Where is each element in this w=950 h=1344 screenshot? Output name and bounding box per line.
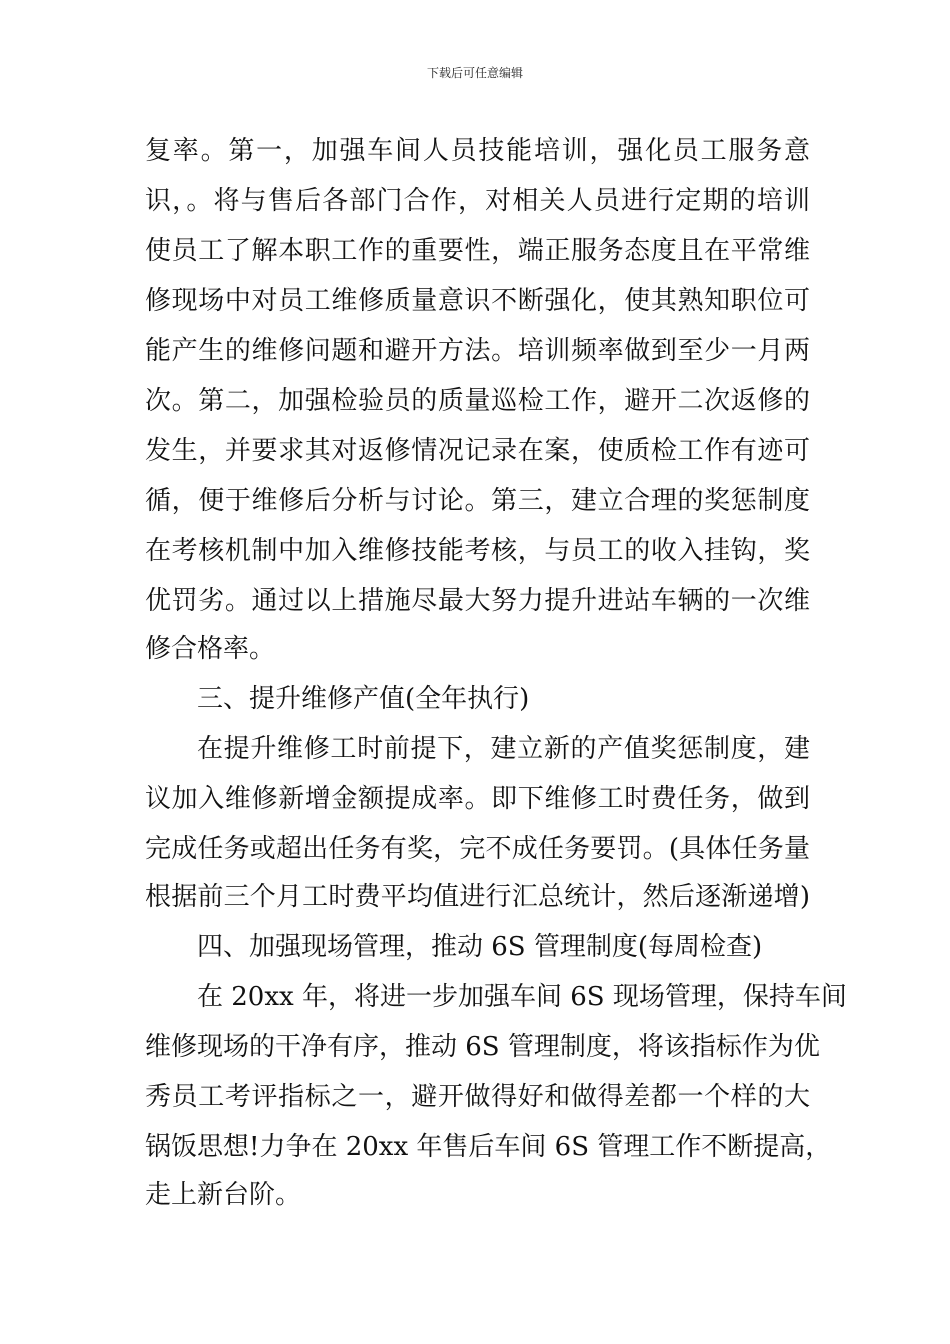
paragraph-line: 秀员工考评指标之一，避开做得好和做得差都一个样的大 (145, 1082, 810, 1112)
section-heading: 四、加强现场管理，推动 6S 管理制度(每周检查) (197, 932, 763, 962)
page-header: 下载后可任意编辑 (426, 66, 523, 80)
paragraph-line: 根据前三个月工时费平均值进行汇总统计，然后逐渐递增) (145, 882, 810, 912)
paragraph-line: 次。第二，加强检验员的质量巡检工作，避开二次返修的 (145, 386, 810, 416)
paragraph-line: 修合格率。 (145, 634, 276, 664)
paragraph-line: 使员工了解本职工作的重要性，端正服务态度且在平常维 (145, 236, 810, 266)
paragraph-line: 维修现场的干净有序，推动 6S 管理制度，将该指标作为优 (145, 1032, 820, 1062)
paragraph-line: 在考核机制中加入维修技能考核，与员工的收入挂钩，奖 (145, 536, 810, 566)
paragraph-line: 能产生的维修问题和避开方法。培训频率做到至少一月两 (145, 336, 810, 366)
paragraph-line: 锅饭思想!力争在 20xx 年售后车间 6S 管理工作不断提高， (145, 1132, 832, 1162)
section-heading: 三、提升维修产值(全年执行) (197, 684, 530, 714)
paragraph-line: 循，便于维修后分析与讨论。第三，建立合理的奖惩制度 (145, 486, 810, 516)
paragraph-line: 发生，并要求其对返修情况记录在案，使质检工作有迹可 (145, 436, 810, 466)
paragraph-line: 优罚劣。通过以上措施尽最大努力提升进站车辆的一次维 (145, 586, 810, 616)
paragraph-line: 完成任务或超出任务有奖，完不成任务要罚。(具体任务量 (145, 834, 810, 864)
paragraph-line: 议加入维修新增金额提成率。即下维修工时费任务，做到 (145, 784, 810, 814)
paragraph-line: 复率。第一，加强车间人员技能培训，强化员工服务意 (145, 136, 810, 166)
paragraph-line: 识，。将与售后各部门合作，对相关人员进行定期的培训 (145, 186, 810, 216)
paragraph-line: 在提升维修工时前提下，建立新的产值奖惩制度，建 (197, 734, 810, 764)
paragraph-line: 修现场中对员工维修质量意识不断强化，使其熟知职位可 (145, 286, 810, 316)
paragraph-line: 在 20xx 年，将进一步加强车间 6S 现场管理，保持车间 (197, 982, 847, 1012)
paragraph-line: 走上新台阶。 (145, 1180, 302, 1210)
